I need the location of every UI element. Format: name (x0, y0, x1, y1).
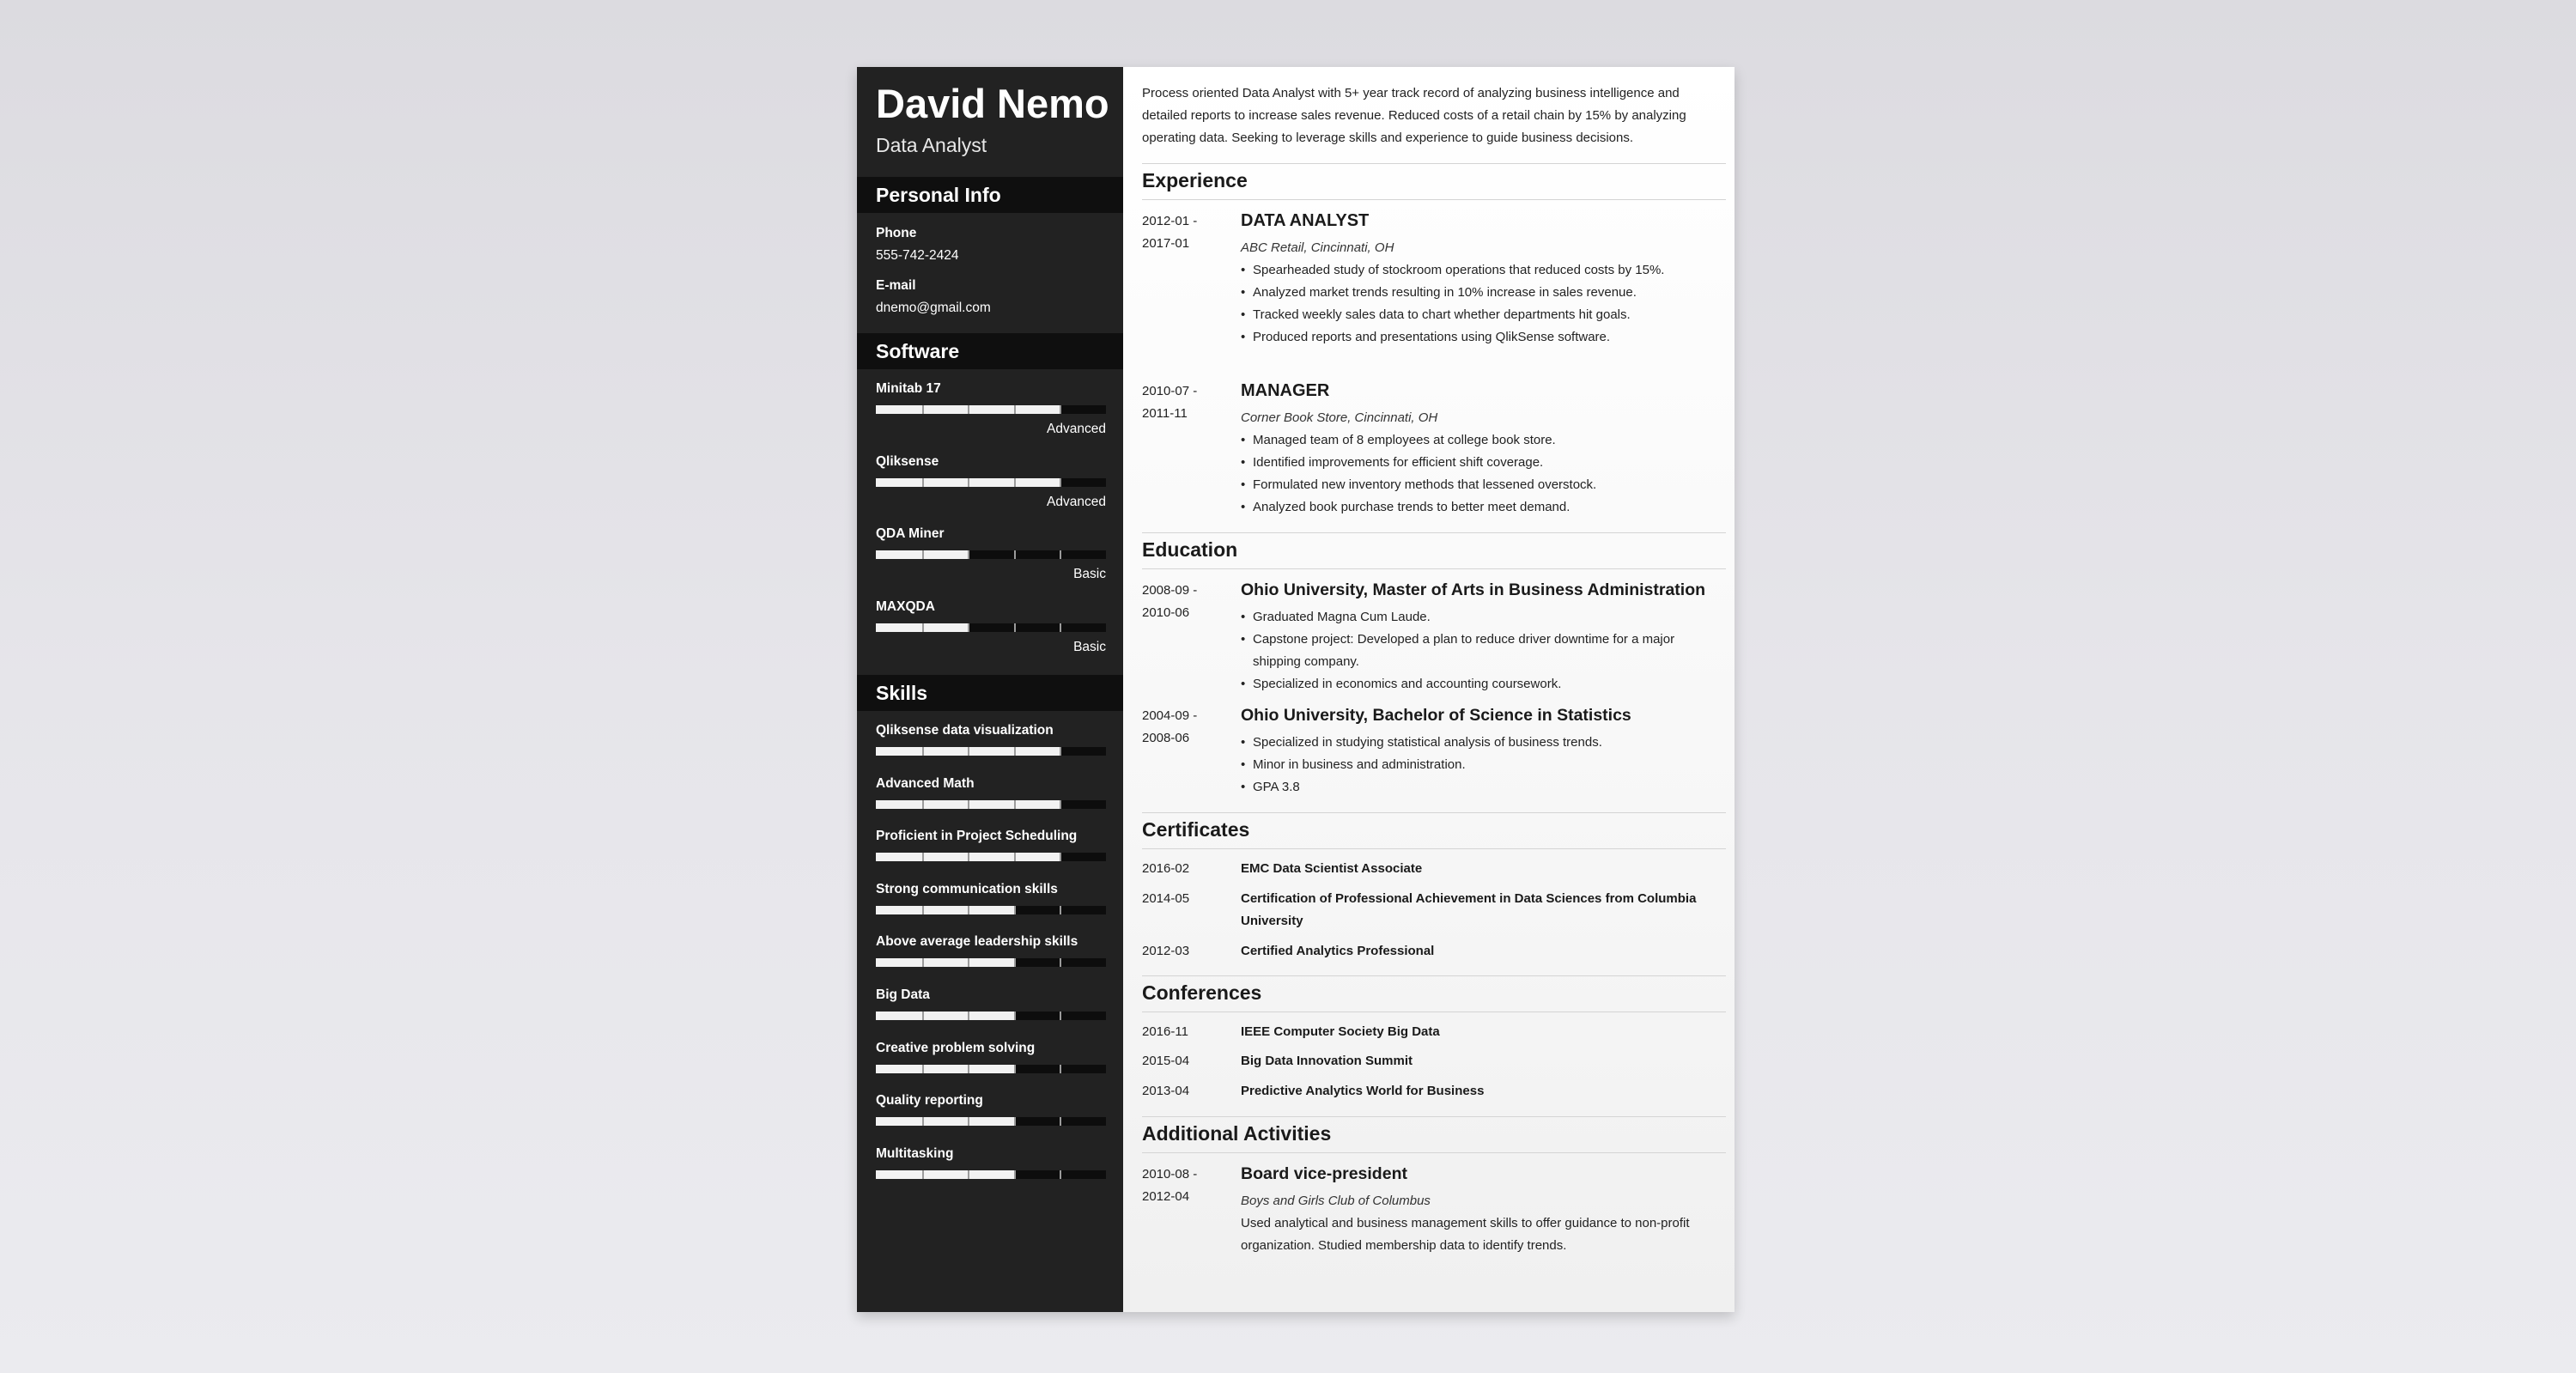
proficiency-bar-tick (968, 853, 969, 861)
proficiency-bar-tick (922, 747, 924, 756)
candidate-title: Data Analyst (876, 134, 987, 156)
certificate-date: 2012-03 (1142, 944, 1190, 958)
proficiency-bar-fill (876, 906, 1014, 914)
job-bullets (1241, 429, 1722, 519)
bullet-item: • Managed team of 8 employees at college book store. (1241, 429, 1722, 452)
software-name: Minitab 17 (876, 381, 941, 396)
software-name: MAXQDA (876, 598, 935, 614)
skill-name: Proficient in Project Scheduling (876, 829, 1078, 844)
proficiency-bar-tick (1060, 958, 1061, 967)
education-heading: Education (1142, 538, 1238, 561)
bullet-item: • GPA 3.8 (1241, 776, 1722, 799)
proficiency-bar (876, 747, 1106, 756)
software-level: Basic (1073, 567, 1106, 581)
proficiency-bar-tick (922, 550, 924, 559)
resume-sidebar (857, 67, 1123, 1312)
proficiency-bar-tick (1060, 1170, 1061, 1179)
education-date-end: 2010-06 (1142, 605, 1190, 620)
proficiency-bar (876, 1170, 1106, 1179)
proficiency-bar-tick (968, 405, 969, 414)
divider (1142, 848, 1726, 849)
skill-name: Advanced Math (876, 775, 975, 791)
candidate-name: David Nemo (876, 81, 1109, 126)
proficiency-bar-tick (1014, 958, 1016, 967)
proficiency-bar-tick (1060, 623, 1061, 632)
personal-info-heading: Personal Info (857, 177, 1123, 213)
proficiency-bar-tick (968, 958, 969, 967)
bullet-item: • Specialized in economics and accounting coursework. (1241, 673, 1722, 696)
education-date-end: 2008-06 (1142, 731, 1190, 745)
proficiency-bar-tick (1060, 747, 1061, 756)
resume-main (1123, 67, 1735, 1312)
bullet-item: • Graduated Magna Cum Laude. (1241, 606, 1722, 629)
conference-date: 2015-04 (1142, 1054, 1190, 1068)
proficiency-bar (876, 853, 1106, 861)
bullet-item: • Tracked weekly sales data to chart whether departments hit goals. (1241, 304, 1722, 326)
activity-date-end: 2012-04 (1142, 1189, 1190, 1204)
bullet-item: • Produced reports and presentations using QlikSense software. (1241, 326, 1722, 349)
proficiency-bar-tick (968, 478, 969, 487)
profile-summary: Process oriented Data Analyst with 5+ year track record of analyzing business intelligence and detailed reports to increase sales revenue. Reduced costs of a retail chain by 15% by analyzing operating data. Seeking to leverage skills and experience to guide business decisions. (1142, 86, 1686, 145)
activity-description: Used analytical and business management skills to offer guidance to non-profit organization. Studied membership data to identify trends. (1241, 1216, 1690, 1253)
conference-title: Predictive Analytics World for Business (1241, 1084, 1485, 1098)
proficiency-bar-tick (922, 853, 924, 861)
software-name: Qliksense (876, 453, 939, 469)
proficiency-bar-tick (1014, 747, 1016, 756)
skill-name: Multitasking (876, 1145, 954, 1161)
proficiency-bar-tick (1060, 1117, 1061, 1126)
software-heading: Software (857, 333, 1123, 369)
resume-page (857, 67, 1735, 1312)
activity-organization: Boys and Girls Club of Columbus (1241, 1194, 1431, 1208)
proficiency-bar-tick (1014, 1117, 1016, 1126)
job-bullets (1241, 259, 1722, 349)
divider (1142, 199, 1726, 200)
bullet-item: • Analyzed book purchase trends to better meet demand. (1241, 496, 1722, 519)
divider (1142, 812, 1726, 813)
education-bullets (1241, 732, 1722, 799)
proficiency-bar-tick (1060, 478, 1061, 487)
divider (1142, 975, 1726, 976)
proficiency-bar-tick (922, 906, 924, 914)
proficiency-bar-tick (1014, 906, 1016, 914)
proficiency-bar (876, 478, 1106, 487)
phone-label: Phone (876, 226, 917, 240)
certificate-title: Certified Analytics Professional (1241, 944, 1435, 958)
conference-date: 2016-11 (1142, 1024, 1188, 1039)
proficiency-bar (876, 405, 1106, 414)
proficiency-bar (876, 1065, 1106, 1073)
conferences-heading: Conferences (1142, 981, 1262, 1004)
proficiency-bar (876, 958, 1106, 967)
proficiency-bar-tick (1014, 853, 1016, 861)
experience-heading: Experience (1142, 169, 1248, 191)
skill-name: Above average leadership skills (876, 934, 1078, 950)
education-date-start: 2004-09 - (1142, 708, 1198, 723)
divider (1142, 163, 1726, 164)
software-level: Basic (1073, 639, 1106, 654)
proficiency-bar-tick (922, 1170, 924, 1179)
skills-heading: Skills (857, 675, 1123, 711)
skill-name: Strong communication skills (876, 881, 1058, 896)
software-level: Advanced (1047, 494, 1106, 509)
degree-title: Ohio University, Bachelor of Science in Statistics (1241, 706, 1631, 725)
job-title: DATA ANALYST (1241, 211, 1370, 230)
bullet-item: • Analyzed market trends resulting in 10% increase in sales revenue. (1241, 282, 1722, 304)
proficiency-bar-tick (1060, 906, 1061, 914)
job-date-start: 2010-07 - (1142, 384, 1198, 398)
job-employer: ABC Retail, Cincinnati, OH (1241, 240, 1394, 255)
activity-date-start: 2010-08 - (1142, 1167, 1198, 1182)
education-bullets (1241, 606, 1722, 696)
proficiency-bar-tick (1014, 478, 1016, 487)
proficiency-bar-tick (922, 1065, 924, 1073)
proficiency-bar-tick (1014, 623, 1016, 632)
proficiency-bar-tick (968, 747, 969, 756)
proficiency-bar-tick (1014, 800, 1016, 809)
proficiency-bar-fill (876, 1012, 1014, 1020)
proficiency-bar-tick (1014, 550, 1016, 559)
proficiency-bar-tick (1060, 405, 1061, 414)
skill-name: Qliksense data visualization (876, 723, 1054, 738)
proficiency-bar-tick (1014, 1170, 1016, 1179)
divider (1142, 1152, 1726, 1153)
bullet-item: • Formulated new inventory methods that lessened overstock. (1241, 474, 1722, 496)
proficiency-bar-tick (968, 906, 969, 914)
proficiency-bar (876, 550, 1106, 559)
proficiency-bar-tick (1060, 853, 1061, 861)
software-name: QDA Miner (876, 526, 945, 541)
proficiency-bar-tick (922, 800, 924, 809)
proficiency-bar (876, 623, 1106, 632)
proficiency-bar-fill (876, 958, 1014, 967)
proficiency-bar-tick (1060, 1012, 1061, 1020)
proficiency-bar (876, 1012, 1106, 1020)
proficiency-bar (876, 800, 1106, 809)
education-date-start: 2008-09 - (1142, 583, 1198, 598)
conference-date: 2013-04 (1142, 1084, 1190, 1098)
activities-heading: Additional Activities (1142, 1122, 1332, 1145)
proficiency-bar-tick (922, 1012, 924, 1020)
job-date-end: 2011-11 (1142, 406, 1188, 421)
divider (1142, 532, 1726, 533)
proficiency-bar-tick (968, 1012, 969, 1020)
proficiency-bar-tick (968, 550, 969, 559)
certificate-date: 2016-02 (1142, 861, 1190, 876)
proficiency-bar-tick (968, 1117, 969, 1126)
divider (1142, 568, 1726, 569)
bullet-item: • Identified improvements for efficient shift coverage. (1241, 452, 1722, 474)
degree-title: Ohio University, Master of Arts in Business Administration (1241, 580, 1706, 599)
proficiency-bar-tick (922, 405, 924, 414)
proficiency-bar-tick (1014, 405, 1016, 414)
phone-value: 555-742-2424 (876, 248, 959, 263)
activity-title: Board vice-president (1241, 1164, 1407, 1183)
proficiency-bar-tick (922, 478, 924, 487)
certificate-date: 2014-05 (1142, 891, 1190, 906)
email-label: E-mail (876, 278, 916, 293)
job-employer: Corner Book Store, Cincinnati, OH (1241, 410, 1438, 425)
bullet-item: • Capstone project: Developed a plan to reduce driver downtime for a major shipping company. (1241, 629, 1722, 673)
proficiency-bar-tick (1060, 1065, 1061, 1073)
proficiency-bar-tick (922, 958, 924, 967)
proficiency-bar (876, 1117, 1106, 1126)
proficiency-bar (876, 906, 1106, 914)
certificate-title: Certification of Professional Achievement in Data Sciences from Columbia University (1241, 891, 1697, 928)
proficiency-bar-tick (1014, 1065, 1016, 1073)
skill-name: Quality reporting (876, 1093, 983, 1109)
proficiency-bar-tick (922, 623, 924, 632)
proficiency-bar-fill (876, 1117, 1014, 1126)
divider (1142, 1116, 1726, 1117)
proficiency-bar-fill (876, 1065, 1014, 1073)
certificates-heading: Certificates (1142, 818, 1250, 841)
bullet-item: • Specialized in studying statistical analysis of business trends. (1241, 732, 1722, 754)
proficiency-bar-tick (1060, 550, 1061, 559)
email-value: dnemo@gmail.com (876, 301, 991, 315)
conference-title: Big Data Innovation Summit (1241, 1054, 1413, 1068)
bullet-item: • Spearheaded study of stockroom operations that reduced costs by 15%. (1241, 259, 1722, 282)
proficiency-bar-tick (968, 623, 969, 632)
certificate-title: EMC Data Scientist Associate (1241, 861, 1423, 876)
bullet-item: • Minor in business and administration. (1241, 754, 1722, 776)
proficiency-bar-fill (876, 1170, 1014, 1179)
proficiency-bar-tick (1060, 800, 1061, 809)
skill-name: Big Data (876, 987, 930, 1002)
job-title: MANAGER (1241, 381, 1330, 400)
proficiency-bar-tick (968, 800, 969, 809)
proficiency-bar-tick (968, 1170, 969, 1179)
proficiency-bar-tick (968, 1065, 969, 1073)
proficiency-bar-tick (922, 1117, 924, 1126)
job-date-end: 2017-01 (1142, 236, 1190, 251)
skill-name: Creative problem solving (876, 1040, 1036, 1055)
conference-title: IEEE Computer Society Big Data (1241, 1024, 1440, 1039)
job-date-start: 2012-01 - (1142, 214, 1198, 228)
software-level: Advanced (1047, 422, 1106, 436)
proficiency-bar-tick (1014, 1012, 1016, 1020)
